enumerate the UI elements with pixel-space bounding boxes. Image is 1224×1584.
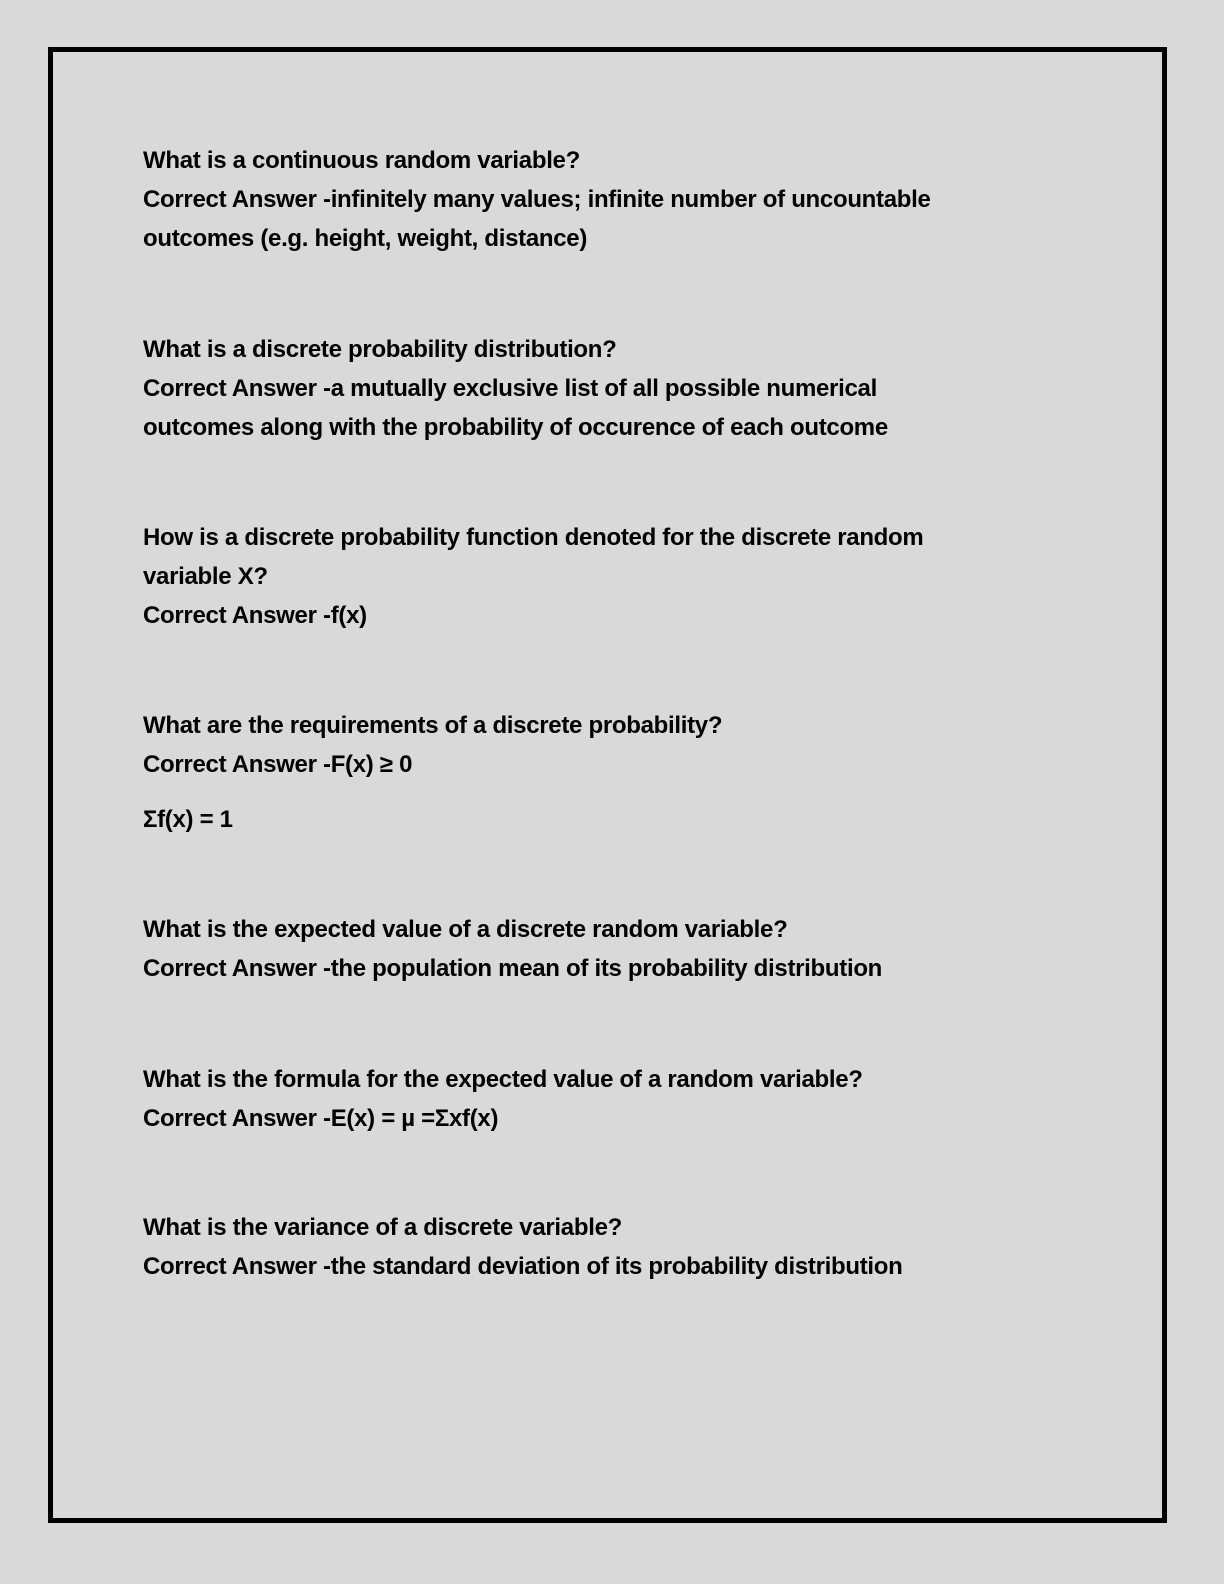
answer-text: Correct Answer -E(x) = µ =Σxf(x) [143, 1105, 499, 1132]
answer-text: Correct Answer -the standard deviation of its probability distribution [143, 1253, 903, 1280]
answer-text: outcomes along with the probability of occurence of each outcome [143, 414, 888, 441]
question-text: What is a discrete probability distribution? [143, 336, 617, 363]
answer-text: Correct Answer -F(x) ≥ 0 [143, 751, 413, 778]
answer-formula: Σf(x) = 1 [143, 806, 233, 833]
qa-item [143, 141, 1043, 258]
answer-text: Correct Answer -f(x) [143, 602, 367, 629]
question-text: How is a discrete probability function denoted for the discrete random [143, 524, 924, 551]
answer-text: Correct Answer -infinitely many values; infinite number of uncountable [143, 186, 931, 213]
question-text: variable X? [143, 563, 268, 590]
question-text: What is the expected value of a discrete random variable? [143, 916, 788, 943]
question-text: What is the formula for the expected value of a random variable? [143, 1066, 863, 1093]
answer-text: Correct Answer -a mutually exclusive list of all possible numerical [143, 375, 877, 402]
qa-item [143, 910, 1043, 988]
question-text: What are the requirements of a discrete probability? [143, 712, 723, 739]
answer-text: outcomes (e.g. height, weight, distance) [143, 225, 588, 252]
qa-item [143, 706, 1043, 839]
qa-item [143, 518, 1043, 635]
qa-item [143, 1060, 1043, 1138]
answer-text: Correct Answer -the population mean of its probability distribution [143, 955, 883, 982]
question-text: What is a continuous random variable? [143, 147, 580, 174]
qa-item [143, 1208, 1043, 1286]
question-text: What is the variance of a discrete variable? [143, 1214, 622, 1241]
qa-item [143, 330, 1043, 447]
